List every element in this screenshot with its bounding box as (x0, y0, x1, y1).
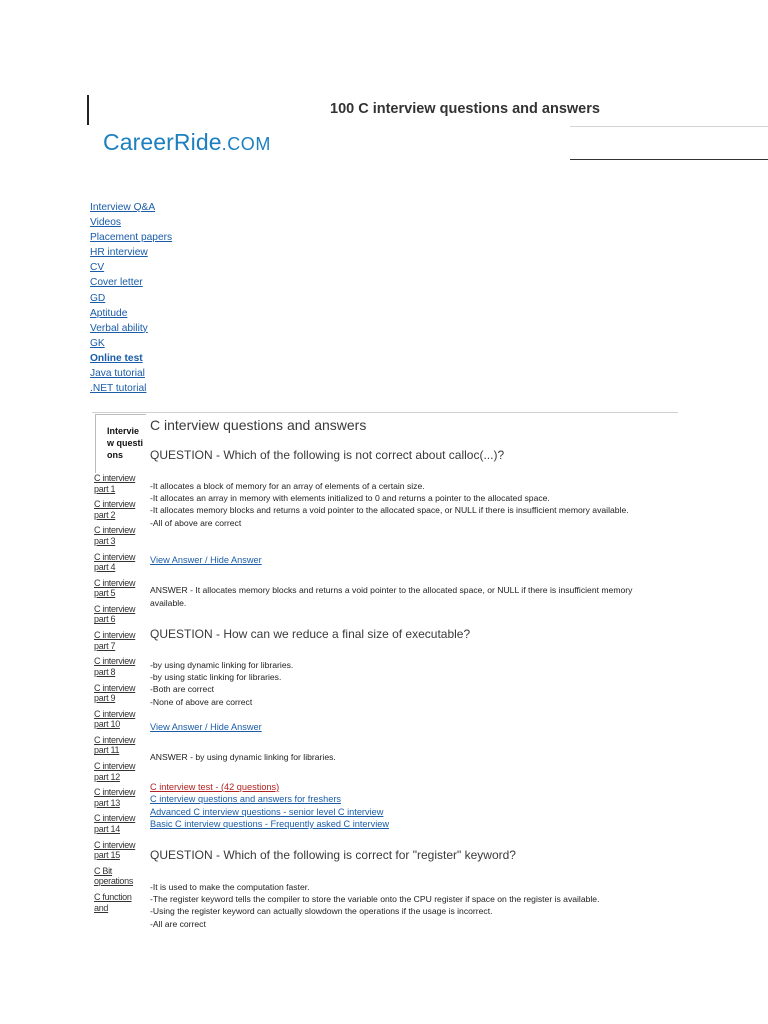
option: -by using static linking for libraries. (150, 672, 282, 683)
nav-item (90, 215, 172, 230)
sidebar-link-part-6[interactable]: C interview part 6 (94, 603, 136, 625)
option: -Using the register keyword can actually slowdown the operations if the usage is incorrect. (150, 906, 493, 917)
nav-link-aptitude[interactable]: Aptitude (90, 307, 128, 319)
sidebar-heading: Interview questions (107, 426, 144, 460)
careerride-logo[interactable] (103, 129, 271, 156)
header-rule-light (570, 126, 768, 127)
nav-item (90, 260, 172, 275)
sidebar-header-box (95, 414, 146, 473)
sidebar-item (94, 866, 146, 892)
nav-item (90, 381, 172, 396)
view-answer-toggle-1[interactable]: View Answer / Hide Answer (150, 555, 262, 565)
sidebar-item (94, 761, 146, 787)
nav-link-java-tutorial[interactable]: Java tutorial (90, 368, 145, 380)
sidebar-item (94, 525, 146, 551)
question-1: QUESTION - Which of the following is not correct about calloc(...)? (150, 448, 505, 462)
sidebar-item (94, 630, 146, 656)
question-2-options (150, 659, 650, 708)
question-3-options (150, 881, 650, 930)
nav-item (90, 200, 172, 215)
question-2: QUESTION - How can we reduce a final size of executable? (150, 627, 471, 641)
option: -Both are correct (150, 684, 214, 695)
sidebar-list (94, 473, 146, 918)
related-link-basic[interactable]: Basic C interview questions - Frequently asked C interview (150, 818, 389, 829)
related-link-test[interactable]: C interview test - (42 questions) (150, 782, 280, 792)
sidebar-link-part-1[interactable]: C interview part 1 (94, 473, 136, 494)
sidebar-link-part-3[interactable]: C interview part 3 (94, 525, 136, 546)
option: -by using dynamic linking for libraries. (150, 660, 294, 670)
sidebar-item (94, 892, 146, 918)
sidebar-link-part-7[interactable]: C interview part 7 (94, 630, 136, 651)
nav-item (90, 321, 172, 336)
answer-1: ANSWER - It allocates memory blocks and returns a void pointer to the allocated space, or NULL if there is insufficient memory available. (150, 585, 633, 608)
sidebar-link-part-10[interactable]: C interview part 10 (94, 708, 136, 730)
sidebar-item (94, 840, 146, 866)
related-link-advanced[interactable]: Advanced C interview questions - senior level C interview (150, 806, 384, 817)
sidebar-link-part-11[interactable]: C interview part 11 (94, 734, 136, 756)
sidebar-item (94, 735, 146, 761)
sidebar-link-part-5[interactable]: C interview part 5 (94, 577, 136, 599)
sidebar-link-part-4[interactable]: C interview part 4 (94, 551, 136, 573)
option: -It allocates an array in memory with elements initialized to 0 and returns a pointer to the allocated space. (150, 493, 550, 504)
option: -All are correct (150, 918, 206, 929)
nav-item (90, 245, 172, 260)
logo-text: CareerRide (103, 129, 222, 155)
option: -It allocates memory blocks and returns a void pointer to the allocated space, or NULL if there is insufficient memory available. (150, 505, 629, 516)
nav-item (90, 306, 172, 321)
related-links (150, 781, 389, 830)
content-top-rule (92, 412, 678, 413)
nav-link-hr-interview[interactable]: HR interview (90, 247, 148, 259)
section-heading: C interview questions and answers (150, 417, 367, 433)
sidebar-item (94, 787, 146, 813)
vertical-divider (87, 95, 89, 125)
sidebar-link-part-12[interactable]: C interview part 12 (94, 761, 136, 782)
nav-item (90, 291, 172, 306)
question-1-options (150, 480, 650, 529)
nav-link-dotnet-tutorial[interactable]: .NET tutorial (90, 383, 147, 395)
nav-item (90, 275, 172, 290)
sidebar (94, 414, 146, 918)
sidebar-item (94, 499, 146, 525)
main-nav (90, 200, 172, 396)
sidebar-link-function[interactable]: C function and (94, 892, 132, 913)
option: -None of above are correct (150, 696, 253, 707)
sidebar-link-part-13[interactable]: C interview part 13 (94, 787, 136, 808)
sidebar-link-part-14[interactable]: C interview part 14 (94, 813, 136, 834)
sidebar-item (94, 709, 146, 735)
nav-link-verbal-ability[interactable]: Verbal ability (90, 322, 148, 334)
nav-link-interview-qa[interactable]: Interview Q&A (90, 202, 156, 213)
sidebar-link-part-9[interactable]: C interview part 9 (94, 682, 136, 703)
nav-link-cv[interactable]: CV (90, 262, 105, 274)
nav-item (90, 366, 172, 381)
sidebar-item (94, 813, 146, 839)
option: -It is used to make the computation faster. (150, 882, 310, 892)
nav-link-placement-papers[interactable]: Placement papers (90, 232, 173, 244)
option: -It allocates a block of memory for an array of elements of a certain size. (150, 481, 425, 491)
nav-item (90, 230, 172, 245)
sidebar-link-part-15[interactable]: C interview part 15 (94, 839, 136, 861)
option: -All of above are correct (150, 517, 242, 528)
nav-link-gd[interactable]: GD (90, 292, 106, 304)
answer-2: ANSWER - by using dynamic linking for libraries. (150, 752, 336, 762)
sidebar-item (94, 473, 146, 499)
related-link-freshers[interactable]: C interview questions and answers for freshers (150, 794, 341, 805)
nav-link-gk[interactable]: GK (90, 337, 105, 349)
sidebar-item (94, 552, 146, 578)
nav-link-cover-letter[interactable]: Cover letter (90, 277, 143, 289)
nav-link-videos[interactable]: Videos (90, 217, 121, 229)
question-3: QUESTION - Which of the following is correct for "register" keyword? (150, 848, 516, 862)
logo-suffix: .COM (221, 134, 272, 154)
header-rule-dark (570, 159, 768, 160)
sidebar-item (94, 578, 146, 604)
sidebar-item (94, 604, 146, 630)
nav-item (90, 336, 172, 351)
sidebar-link-part-2[interactable]: C interview part 2 (94, 499, 136, 520)
nav-item (90, 351, 172, 366)
option: -The register keyword tells the compiler to store the variable onto the CPU register if space on the register is available. (150, 894, 600, 905)
sidebar-item (94, 683, 146, 709)
sidebar-link-bit-operations[interactable]: C Bit operations (94, 865, 134, 887)
sidebar-item (94, 656, 146, 682)
sidebar-link-part-8[interactable]: C interview part 8 (94, 656, 136, 677)
nav-link-online-test[interactable]: Online test (90, 352, 143, 364)
view-answer-toggle-2[interactable]: View Answer / Hide Answer (150, 722, 262, 732)
page-title: 100 C interview questions and answers (330, 101, 600, 117)
